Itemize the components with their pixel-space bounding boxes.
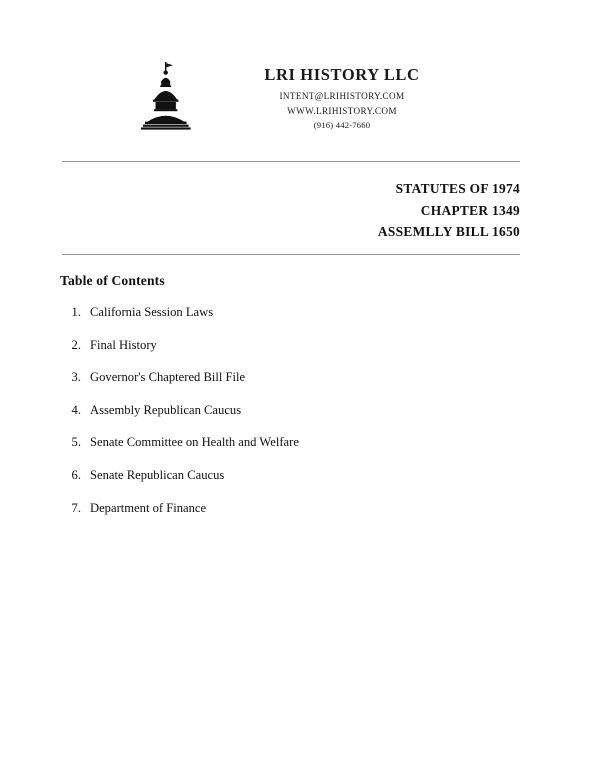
company-phone: (916) 442-7660 <box>313 120 371 131</box>
capitol-dome-logo-icon <box>133 60 199 132</box>
list-item-number: 1. <box>71 305 81 319</box>
list-item-number: 4. <box>71 402 81 417</box>
company-email: INTENT@LRIHISTORY.COM <box>279 91 405 102</box>
divider-bottom <box>62 254 520 255</box>
list-item-number: 3. <box>71 370 81 385</box>
list-item[interactable] <box>60 435 530 450</box>
list-item-label: Senate Committee on Health and Welfare <box>90 435 299 450</box>
divider-top <box>62 161 520 162</box>
list-item-number: 5. <box>71 435 81 450</box>
letterhead <box>0 58 600 132</box>
list-item-label: Assembly Republican Caucus <box>90 402 242 417</box>
list-item[interactable] <box>60 501 530 516</box>
company-website: WWW.LRIHISTORY.COM <box>287 105 397 116</box>
bill-number: ASSEMLLY BILL 1650 <box>377 224 520 240</box>
list-item-number: 7. <box>71 500 81 515</box>
list-item-number: 2. <box>71 337 81 352</box>
list-item[interactable] <box>60 403 530 418</box>
list-item[interactable] <box>60 305 530 320</box>
list-item-label: Department of Finance <box>90 500 207 515</box>
table-of-contents-list <box>60 305 530 533</box>
list-item[interactable] <box>60 468 530 483</box>
list-item-label: California Session Laws <box>90 305 214 319</box>
company-name: LRI HISTORY LLC <box>264 65 420 84</box>
list-item-label: Final History <box>90 337 157 352</box>
list-item-number: 6. <box>71 468 81 483</box>
chapter-number: CHAPTER 1349 <box>420 202 520 218</box>
list-item-label: Governor's Chaptered Bill File <box>90 370 246 385</box>
statutes-year: STATUTES OF 1974 <box>395 181 520 196</box>
list-item[interactable] <box>60 370 530 385</box>
statute-heading <box>62 178 520 243</box>
page-title: Table of Contents <box>60 273 165 288</box>
list-item[interactable] <box>60 338 530 353</box>
list-item-label: Senate Republican Caucus <box>90 468 225 483</box>
